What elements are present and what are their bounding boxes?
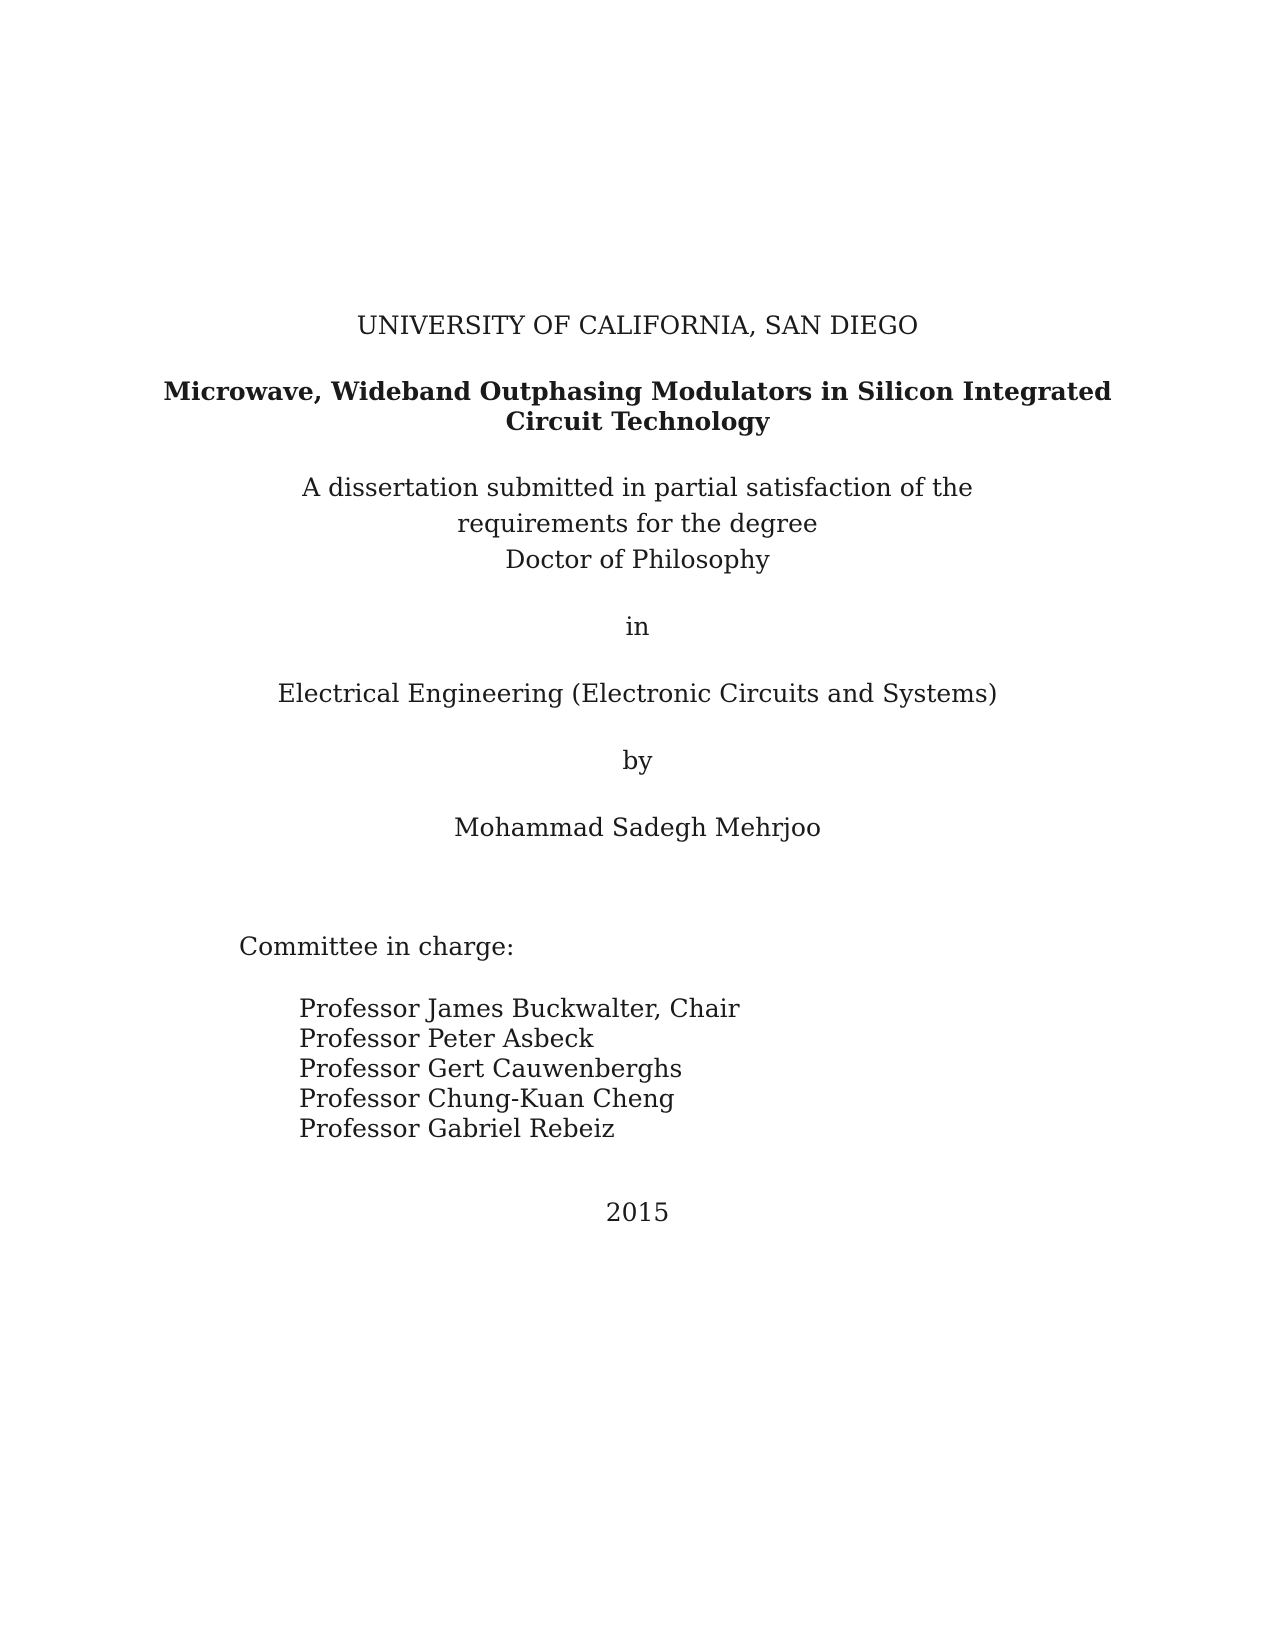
author-name: Mohammad Sadegh Mehrjoo	[453, 813, 822, 842]
university-name: UNIVERSITY OF CALIFORNIA, SAN DIEGO	[356, 311, 919, 340]
title-line: Circuit Technology	[505, 407, 770, 436]
committee-list	[299, 994, 740, 1144]
in-word: in	[625, 612, 650, 641]
title-line: Microwave, Wideband Outphasing Modulators in Silicon Integrated	[163, 377, 1112, 406]
committee-member: Professor Gabriel Rebeiz	[299, 1114, 615, 1143]
committee-member: Professor Gert Cauwenberghs	[299, 1054, 683, 1083]
committee-member: Professor Chung-Kuan Cheng	[299, 1084, 675, 1113]
committee-heading: Committee in charge:	[239, 932, 515, 961]
submission-line: A dissertation submitted in partial satisfaction of the	[302, 473, 973, 502]
year: 2015	[605, 1198, 670, 1227]
submission-line: requirements for the degree	[457, 509, 818, 538]
field-of-study: Electrical Engineering (Electronic Circuits and Systems)	[277, 679, 998, 708]
by-word: by	[622, 746, 653, 775]
committee-member: Professor Peter Asbeck	[299, 1024, 594, 1053]
degree-name: Doctor of Philosophy	[505, 545, 770, 574]
committee-member: Professor James Buckwalter, Chair	[299, 994, 740, 1023]
